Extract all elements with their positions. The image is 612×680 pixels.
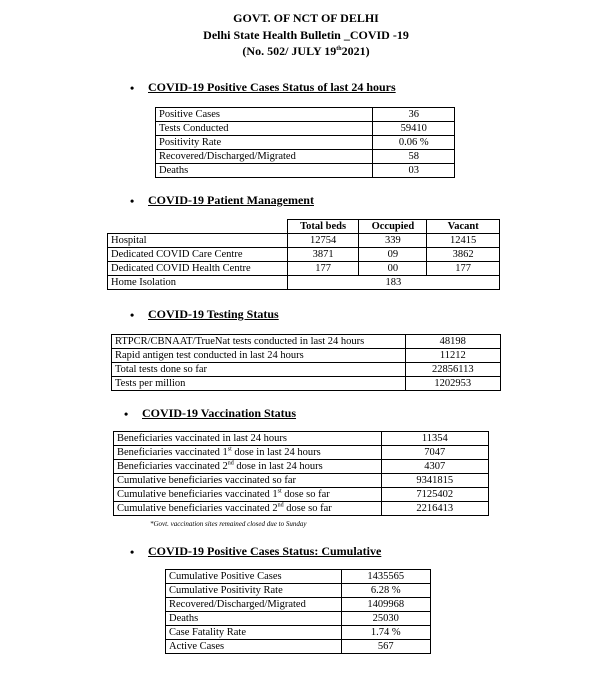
section-title-cumulative: COVID-19 Positive Cases Status: Cumulative (148, 544, 382, 558)
row-label-text: Beneficiaries vaccinated in last 24 hours (117, 433, 287, 444)
section-title-vaccination: COVID-19 Vaccination Status (142, 406, 297, 420)
row-label: Case Fatality Rate (166, 626, 342, 640)
section-title-patient-management: COVID-19 Patient Management (148, 193, 314, 207)
table-row (156, 164, 455, 178)
row-total: 177 (287, 262, 359, 276)
row-label-text: Cumulative beneficiaries vaccinated so far (117, 475, 297, 486)
table-row (112, 363, 501, 377)
row-label-text: dose in last 24 hours (233, 461, 323, 472)
table-header-row (108, 220, 500, 234)
table-last24 (155, 107, 455, 178)
row-vacant: 12415 (427, 234, 500, 248)
header-occupied: Occupied (359, 220, 427, 234)
bullet-icon: • (130, 194, 135, 208)
bulletin-number-sup: th (336, 46, 342, 52)
bullet-icon: • (130, 545, 135, 559)
table-row (114, 474, 489, 488)
bulletin-number-pre: (No. 502/ JULY 19 (242, 44, 337, 58)
row-label: Dedicated COVID Care Centre (108, 248, 288, 262)
table-row (156, 136, 455, 150)
row-value: 9341815 (381, 474, 488, 488)
table-row (112, 349, 501, 363)
bulletin-header-number (0, 43, 612, 59)
row-label: Total tests done so far (112, 363, 406, 377)
vaccination-footnote: *Govt. vaccination sites remained closed due to Sunday (150, 520, 307, 528)
row-label: Recovered/Discharged/Migrated (166, 598, 342, 612)
row-occupied: 339 (359, 234, 427, 248)
table-row (114, 488, 489, 502)
bullet-icon: • (124, 407, 129, 421)
row-vacant: 177 (427, 262, 500, 276)
row-label-text: dose in last 24 hours (231, 447, 321, 458)
table-row (166, 598, 431, 612)
table-row (108, 234, 500, 248)
row-label: Tests Conducted (156, 122, 373, 136)
row-value: 1409968 (341, 598, 430, 612)
row-value: 36 (373, 108, 455, 122)
row-label-sup: st (227, 446, 232, 453)
row-label: Rapid antigen test conducted in last 24 hours (112, 349, 406, 363)
row-value: 7125402 (381, 488, 488, 502)
row-label (114, 432, 382, 446)
row-label-text: Beneficiaries vaccinated 1 (117, 447, 228, 458)
bulletin-header-title: Delhi State Health Bulletin _COVID -19 (203, 28, 409, 42)
row-label-sup: st (277, 488, 282, 495)
row-label: Active Cases (166, 640, 342, 654)
row-value: 0.06 % (373, 136, 455, 150)
row-label-text: dose so far (281, 489, 330, 500)
row-value: 11212 (405, 349, 500, 363)
table-row (156, 122, 455, 136)
row-label-text: dose so far (283, 503, 332, 514)
table-row (166, 626, 431, 640)
row-label: Tests per million (112, 377, 406, 391)
row-occupied: 00 (359, 262, 427, 276)
row-label: Hospital (108, 234, 288, 248)
row-value: 22856113 (405, 363, 500, 377)
row-label-sup: nd (277, 502, 284, 509)
table-row (156, 150, 455, 164)
bullet-icon: • (130, 81, 135, 95)
table-patient-management (107, 219, 500, 290)
table-row (114, 446, 489, 460)
table-row (166, 584, 431, 598)
table-row (156, 108, 455, 122)
row-value: 25030 (341, 612, 430, 626)
table-row (114, 502, 489, 516)
row-label: Cumulative Positivity Rate (166, 584, 342, 598)
row-label: RTPCR/CBNAAT/TrueNat tests conducted in last 24 hours (112, 335, 406, 349)
row-value: 58 (373, 150, 455, 164)
table-row (166, 570, 431, 584)
row-label: Dedicated COVID Health Centre (108, 262, 288, 276)
section-title-last24: COVID-19 Positive Cases Status of last 24 hours (148, 80, 396, 94)
table-row (108, 248, 500, 262)
table-vaccination (113, 431, 489, 516)
home-isolation-value: 183 (287, 276, 499, 290)
row-label: Cumulative Positive Cases (166, 570, 342, 584)
row-value: 2216413 (381, 502, 488, 516)
table-row (112, 377, 501, 391)
row-value: 1202953 (405, 377, 500, 391)
row-label-text: Beneficiaries vaccinated 2 (117, 461, 228, 472)
row-label: Recovered/Discharged/Migrated (156, 150, 373, 164)
bullet-icon: • (130, 308, 135, 322)
row-value: 6.28 % (341, 584, 430, 598)
table-row (112, 335, 501, 349)
header-empty (108, 220, 288, 234)
row-value: 03 (373, 164, 455, 178)
row-label: Deaths (166, 612, 342, 626)
row-label: Home Isolation (108, 276, 288, 290)
row-value: 1435565 (341, 570, 430, 584)
header-total-beds: Total beds (287, 220, 359, 234)
row-label (114, 446, 382, 460)
table-row (108, 276, 500, 290)
header-vacant: Vacant (427, 220, 500, 234)
row-total: 3871 (287, 248, 359, 262)
row-value: 1.74 % (341, 626, 430, 640)
row-value: 48198 (405, 335, 500, 349)
table-testing (111, 334, 501, 391)
table-row (166, 612, 431, 626)
row-label (114, 474, 382, 488)
row-total: 12754 (287, 234, 359, 248)
bulletin-number-post: 2021) (341, 44, 370, 58)
row-label (114, 488, 382, 502)
row-value: 7047 (381, 446, 488, 460)
row-label-text: Cumulative beneficiaries vaccinated 1 (117, 489, 278, 500)
table-row (108, 262, 500, 276)
bulletin-header-govt: GOVT. OF NCT OF DELHI (233, 11, 379, 25)
row-label-sup: nd (227, 460, 234, 467)
row-value: 11354 (381, 432, 488, 446)
row-label: Positive Cases (156, 108, 373, 122)
row-label (114, 460, 382, 474)
section-title-testing: COVID-19 Testing Status (148, 307, 279, 321)
table-row (166, 640, 431, 654)
table-row (114, 432, 489, 446)
table-row (114, 460, 489, 474)
row-value: 567 (341, 640, 430, 654)
row-label: Deaths (156, 164, 373, 178)
row-vacant: 3862 (427, 248, 500, 262)
row-occupied: 09 (359, 248, 427, 262)
row-label: Positivity Rate (156, 136, 373, 150)
row-value: 4307 (381, 460, 488, 474)
row-value: 59410 (373, 122, 455, 136)
table-cumulative (165, 569, 431, 654)
row-label (114, 502, 382, 516)
row-label-text: Cumulative beneficiaries vaccinated 2 (117, 503, 278, 514)
